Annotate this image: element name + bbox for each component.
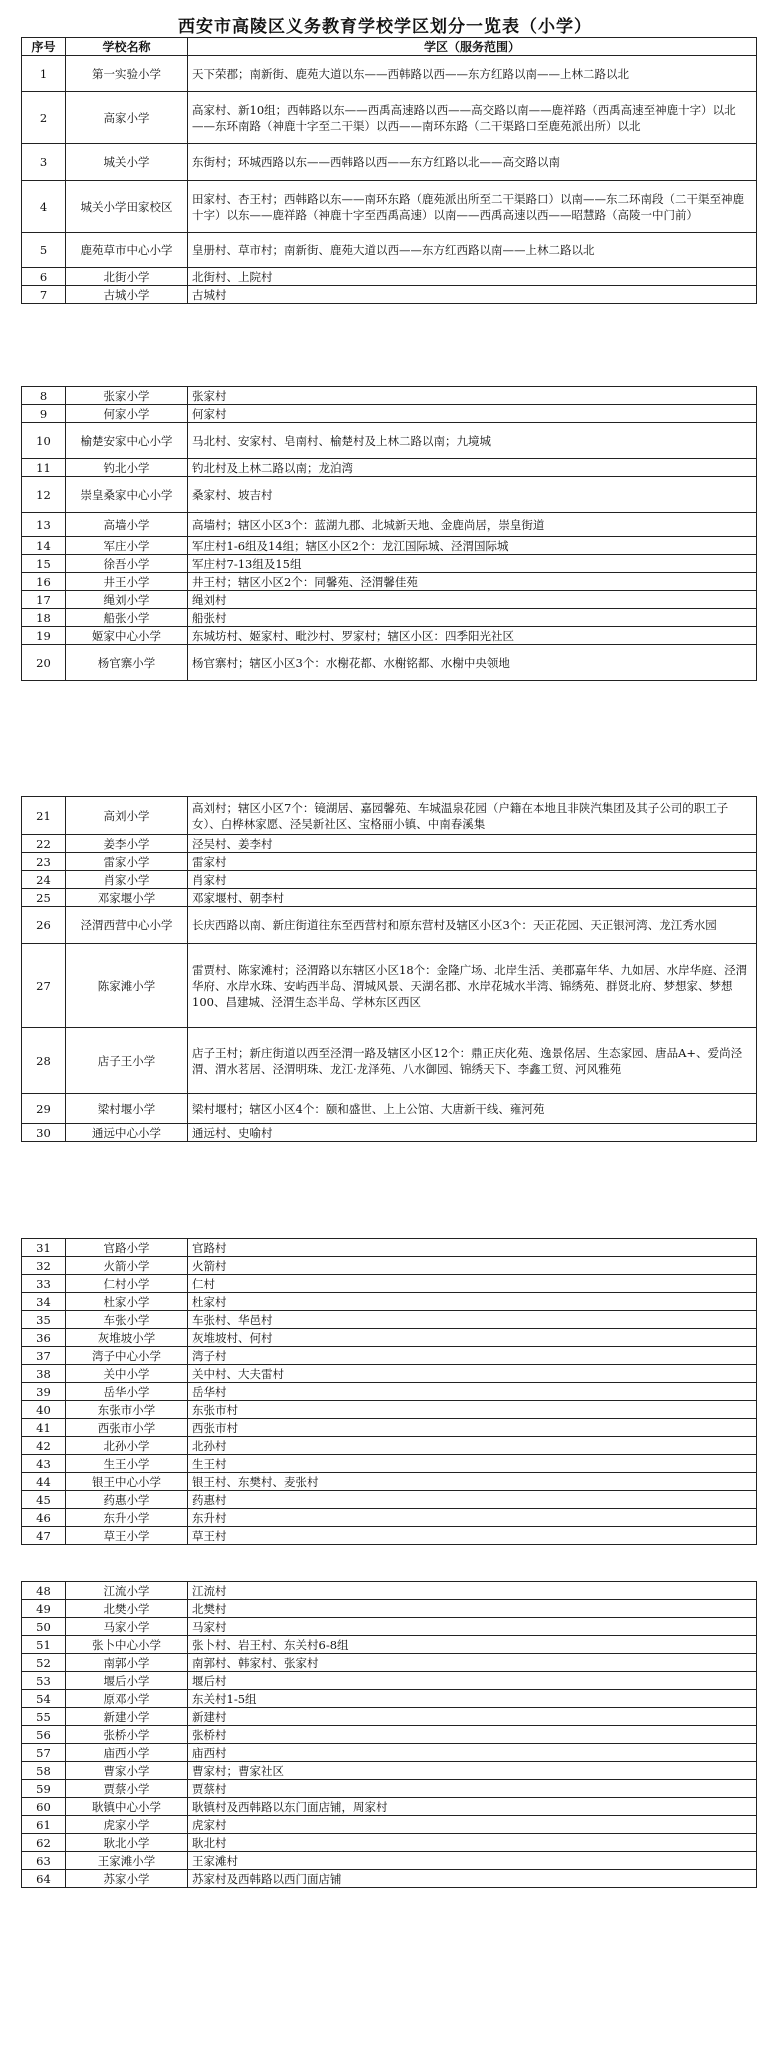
serial-number-cell: 64 — [22, 1870, 66, 1888]
school-name-cell: 岳华小学 — [66, 1383, 188, 1401]
service-area-cell: 王家滩村 — [188, 1852, 757, 1870]
table-row — [22, 1636, 757, 1654]
table-row — [22, 1582, 757, 1600]
table-row — [22, 1870, 757, 1888]
service-area-cell: 通远村、史喻村 — [188, 1124, 757, 1142]
service-area-cell: 仁村 — [188, 1275, 757, 1293]
serial-number-cell: 46 — [22, 1509, 66, 1527]
school-name-cell: 城关小学 — [66, 144, 188, 181]
service-area-cell: 高刘村；辖区小区7个：镜湖居、嘉园馨苑、车城温泉花园（户籍在本地且非陕汽集团及其子公司的职工子女）、白桦林家愿、泾吴新社区、宝格丽小镇、中南春溪集 — [188, 797, 757, 835]
table-row — [22, 1491, 757, 1509]
service-area-cell: 邓家堰村、朝李村 — [188, 889, 757, 907]
table-row — [22, 477, 757, 513]
table-row — [22, 797, 757, 835]
service-area-cell: 东街村；环城西路以东——西韩路以西——东方红路以北——高交路以南 — [188, 144, 757, 181]
table-row — [22, 1311, 757, 1329]
school-name-cell: 草王小学 — [66, 1527, 188, 1545]
service-area-cell: 肖家村 — [188, 871, 757, 889]
serial-number-cell: 22 — [22, 835, 66, 853]
table-row — [22, 1275, 757, 1293]
serial-number-cell: 32 — [22, 1257, 66, 1275]
serial-number-cell: 38 — [22, 1365, 66, 1383]
table-row — [22, 1852, 757, 1870]
service-area-cell: 岳华村 — [188, 1383, 757, 1401]
school-table-section-1 — [21, 37, 757, 304]
school-name-cell: 江流小学 — [66, 1582, 188, 1600]
table-header-row — [22, 38, 757, 56]
school-name-cell: 肖家小学 — [66, 871, 188, 889]
table-row — [22, 1455, 757, 1473]
school-name-cell: 耿镇中心小学 — [66, 1798, 188, 1816]
school-table-section-4 — [21, 1238, 757, 1545]
school-name-cell: 仁村小学 — [66, 1275, 188, 1293]
serial-number-cell: 51 — [22, 1636, 66, 1654]
school-name-cell: 第一实验小学 — [66, 56, 188, 92]
service-area-cell: 关中村、大夫雷村 — [188, 1365, 757, 1383]
header-district: 学区（服务范围） — [188, 38, 757, 56]
serial-number-cell: 23 — [22, 853, 66, 871]
serial-number-cell: 40 — [22, 1401, 66, 1419]
serial-number-cell: 37 — [22, 1347, 66, 1365]
serial-number-cell: 36 — [22, 1329, 66, 1347]
table-row — [22, 513, 757, 537]
school-name-cell: 南郭小学 — [66, 1654, 188, 1672]
serial-number-cell: 14 — [22, 537, 66, 555]
serial-number-cell: 16 — [22, 573, 66, 591]
school-name-cell: 张桥小学 — [66, 1726, 188, 1744]
school-name-cell: 高家小学 — [66, 92, 188, 144]
school-name-cell: 西张市小学 — [66, 1419, 188, 1437]
serial-number-cell: 8 — [22, 387, 66, 405]
service-area-cell: 东关村1-5组 — [188, 1690, 757, 1708]
service-area-cell: 曹家村；曹家社区 — [188, 1762, 757, 1780]
service-area-cell: 生王村 — [188, 1455, 757, 1473]
service-area-cell: 雷贾村、陈家滩村；泾渭路以东辖区小区18个：金隆广场、北岸生活、美郡嘉年华、九如居、水岸华庭、泾渭华府、水岸水珠、安屿西半岛、渭城风景、天湖名郡、水岸花城水半湾、锦绣苑、群贤北府、梦想家、梦想100、昌建城、泾渭生态半岛、学林东区西区 — [188, 944, 757, 1028]
page-title: 西安市高陵区义务教育学校学区划分一览表（小学） — [178, 17, 592, 37]
school-name-cell: 高墙小学 — [66, 513, 188, 537]
table-row — [22, 56, 757, 92]
table-row — [22, 1744, 757, 1762]
service-area-cell: 张家村 — [188, 387, 757, 405]
serial-number-cell: 6 — [22, 268, 66, 286]
service-area-cell: 田家村、杏王村；西韩路以东——南环东路（鹿苑派出所至二干渠路口）以南——东二环南段（二干渠至神鹿十字）以东——鹿祥路（神鹿十字至西禹高速）以南——西禹高速以西——昭慧路（高陵一中门前） — [188, 181, 757, 233]
service-area-cell: 北街村、上院村 — [188, 268, 757, 286]
school-name-cell: 船张小学 — [66, 609, 188, 627]
school-name-cell: 张卜中心小学 — [66, 1636, 188, 1654]
serial-number-cell: 35 — [22, 1311, 66, 1329]
table-row — [22, 1365, 757, 1383]
school-name-cell: 张家小学 — [66, 387, 188, 405]
serial-number-cell: 29 — [22, 1094, 66, 1124]
service-area-cell: 长庆西路以南、新庄街道往东至西营村和原东营村及辖区小区3个：天正花园、天正银河湾、龙江秀水园 — [188, 907, 757, 944]
service-area-cell: 张卜村、岩王村、东关村6-8组 — [188, 1636, 757, 1654]
serial-number-cell: 4 — [22, 181, 66, 233]
serial-number-cell: 56 — [22, 1726, 66, 1744]
table-row — [22, 591, 757, 609]
table-row — [22, 1257, 757, 1275]
table-row — [22, 1618, 757, 1636]
school-name-cell: 原邓小学 — [66, 1690, 188, 1708]
table-row — [22, 387, 757, 405]
table-row — [22, 1383, 757, 1401]
serial-number-cell: 39 — [22, 1383, 66, 1401]
school-name-cell: 崇皇桑家中心小学 — [66, 477, 188, 513]
table-row — [22, 944, 757, 1028]
table-row — [22, 627, 757, 645]
school-name-cell: 车张小学 — [66, 1311, 188, 1329]
table-row — [22, 459, 757, 477]
table-row — [22, 907, 757, 944]
table-row — [22, 1437, 757, 1455]
service-area-cell: 银王村、东樊村、麦张村 — [188, 1473, 757, 1491]
serial-number-cell: 33 — [22, 1275, 66, 1293]
service-area-cell: 井王村；辖区小区2个：同馨苑、泾渭馨佳苑 — [188, 573, 757, 591]
table-row — [22, 1347, 757, 1365]
serial-number-cell: 11 — [22, 459, 66, 477]
serial-number-cell: 53 — [22, 1672, 66, 1690]
service-area-cell: 钓北村及上林二路以南；龙泊湾 — [188, 459, 757, 477]
serial-number-cell: 12 — [22, 477, 66, 513]
school-name-cell: 何家小学 — [66, 405, 188, 423]
serial-number-cell: 28 — [22, 1028, 66, 1094]
school-name-cell: 邓家堰小学 — [66, 889, 188, 907]
school-name-cell: 虎家小学 — [66, 1816, 188, 1834]
table-row — [22, 1329, 757, 1347]
service-area-cell: 湾子村 — [188, 1347, 757, 1365]
table-row — [22, 537, 757, 555]
table-row — [22, 1401, 757, 1419]
serial-number-cell: 49 — [22, 1600, 66, 1618]
school-name-cell: 城关小学田家校区 — [66, 181, 188, 233]
service-area-cell: 西张市村 — [188, 1419, 757, 1437]
school-name-cell: 姜李小学 — [66, 835, 188, 853]
service-area-cell: 军庄村7-13组及15组 — [188, 555, 757, 573]
service-area-cell: 军庄村1-6组及14组；辖区小区2个：龙江国际城、泾渭国际城 — [188, 537, 757, 555]
service-area-cell: 草王村 — [188, 1527, 757, 1545]
table-row — [22, 1094, 757, 1124]
service-area-cell: 绳刘村 — [188, 591, 757, 609]
service-area-cell: 皇册村、草市村；南新街、鹿苑大道以西——东方红西路以南——上林二路以北 — [188, 233, 757, 268]
table-row — [22, 1672, 757, 1690]
table-row — [22, 555, 757, 573]
school-name-cell: 泾渭西营中心小学 — [66, 907, 188, 944]
table-row — [22, 92, 757, 144]
service-area-cell: 火箭村 — [188, 1257, 757, 1275]
school-name-cell: 贾蔡小学 — [66, 1780, 188, 1798]
service-area-cell: 南郭村、韩家村、张家村 — [188, 1654, 757, 1672]
table-row — [22, 1762, 757, 1780]
service-area-cell: 泾吴村、姜李村 — [188, 835, 757, 853]
table-row — [22, 1600, 757, 1618]
service-area-cell: 梁村堰村；辖区小区4个：颐和盛世、上上公馆、大唐新干线、雍河苑 — [188, 1094, 757, 1124]
school-name-cell: 雷家小学 — [66, 853, 188, 871]
serial-number-cell: 9 — [22, 405, 66, 423]
school-name-cell: 徐吾小学 — [66, 555, 188, 573]
school-table-section-5 — [21, 1581, 757, 1888]
table-row — [22, 1293, 757, 1311]
school-name-cell: 东升小学 — [66, 1509, 188, 1527]
service-area-cell: 新建村 — [188, 1708, 757, 1726]
school-name-cell: 官路小学 — [66, 1239, 188, 1257]
service-area-cell: 北樊村 — [188, 1600, 757, 1618]
school-name-cell: 马家小学 — [66, 1618, 188, 1636]
serial-number-cell: 27 — [22, 944, 66, 1028]
table-row — [22, 609, 757, 627]
school-name-cell: 绳刘小学 — [66, 591, 188, 609]
school-name-cell: 灰堆坡小学 — [66, 1329, 188, 1347]
service-area-cell: 车张村、华邑村 — [188, 1311, 757, 1329]
serial-number-cell: 24 — [22, 871, 66, 889]
service-area-cell: 古城村 — [188, 286, 757, 304]
service-area-cell: 雷家村 — [188, 853, 757, 871]
school-name-cell: 杜家小学 — [66, 1293, 188, 1311]
table-row — [22, 889, 757, 907]
school-name-cell: 高刘小学 — [66, 797, 188, 835]
table-row — [22, 1124, 757, 1142]
school-name-cell: 苏家小学 — [66, 1870, 188, 1888]
service-area-cell: 江流村 — [188, 1582, 757, 1600]
service-area-cell: 杨官寨村；辖区小区3个：水榭花都、水榭铭都、水榭中央领地 — [188, 645, 757, 681]
table-row — [22, 1654, 757, 1672]
school-name-cell: 银王中心小学 — [66, 1473, 188, 1491]
serial-number-cell: 62 — [22, 1834, 66, 1852]
serial-number-cell: 10 — [22, 423, 66, 459]
school-name-cell: 榆楚安家中心小学 — [66, 423, 188, 459]
serial-number-cell: 52 — [22, 1654, 66, 1672]
serial-number-cell: 2 — [22, 92, 66, 144]
school-name-cell: 北樊小学 — [66, 1600, 188, 1618]
service-area-cell: 店子王村；新庄街道以西至泾渭一路及辖区小区12个：鼎正庆化苑、逸景佲居、生态家园、唐品A+、爱尚泾渭、渭水茗居、泾渭明珠、龙江·龙泽苑、八水御园、锦绣天下、李鑫工贸、河风雅苑 — [188, 1028, 757, 1094]
serial-number-cell: 15 — [22, 555, 66, 573]
school-name-cell: 古城小学 — [66, 286, 188, 304]
school-name-cell: 曹家小学 — [66, 1762, 188, 1780]
school-name-cell: 新建小学 — [66, 1708, 188, 1726]
service-area-cell: 灰堆坡村、何村 — [188, 1329, 757, 1347]
serial-number-cell: 25 — [22, 889, 66, 907]
school-name-cell: 北孙小学 — [66, 1437, 188, 1455]
school-name-cell: 军庄小学 — [66, 537, 188, 555]
school-name-cell: 杨官寨小学 — [66, 645, 188, 681]
table-row — [22, 1816, 757, 1834]
serial-number-cell: 34 — [22, 1293, 66, 1311]
school-name-cell: 陈家滩小学 — [66, 944, 188, 1028]
service-area-cell: 苏家村及西韩路以西门面店铺 — [188, 1870, 757, 1888]
service-area-cell: 马北村、安家村、皂南村、榆楚村及上林二路以南；九境城 — [188, 423, 757, 459]
serial-number-cell: 60 — [22, 1798, 66, 1816]
table-row — [22, 645, 757, 681]
service-area-cell: 马家村 — [188, 1618, 757, 1636]
table-row — [22, 1834, 757, 1852]
school-name-cell: 店子王小学 — [66, 1028, 188, 1094]
school-name-cell: 井王小学 — [66, 573, 188, 591]
service-area-cell: 耿镇村及西韩路以东门面店铺，周家村 — [188, 1798, 757, 1816]
table-row — [22, 1726, 757, 1744]
serial-number-cell: 31 — [22, 1239, 66, 1257]
serial-number-cell: 63 — [22, 1852, 66, 1870]
table-row — [22, 835, 757, 853]
service-area-cell: 桑家村、坡吉村 — [188, 477, 757, 513]
school-name-cell: 湾子中心小学 — [66, 1347, 188, 1365]
table-row — [22, 1527, 757, 1545]
table-row — [22, 1708, 757, 1726]
serial-number-cell: 13 — [22, 513, 66, 537]
serial-number-cell: 5 — [22, 233, 66, 268]
school-name-cell: 北街小学 — [66, 268, 188, 286]
serial-number-cell: 3 — [22, 144, 66, 181]
serial-number-cell: 44 — [22, 1473, 66, 1491]
header-school-name: 学校名称 — [66, 38, 188, 56]
table-row — [22, 871, 757, 889]
school-name-cell: 东张市小学 — [66, 1401, 188, 1419]
table-row — [22, 1419, 757, 1437]
table-row — [22, 1798, 757, 1816]
service-area-cell: 贾蔡村 — [188, 1780, 757, 1798]
serial-number-cell: 1 — [22, 56, 66, 92]
school-name-cell: 王家滩小学 — [66, 1852, 188, 1870]
header-serial: 序号 — [22, 38, 66, 56]
school-name-cell: 堰后小学 — [66, 1672, 188, 1690]
service-area-cell: 张桥村 — [188, 1726, 757, 1744]
table-row — [22, 1473, 757, 1491]
table-row — [22, 1028, 757, 1094]
service-area-cell: 庙西村 — [188, 1744, 757, 1762]
serial-number-cell: 42 — [22, 1437, 66, 1455]
service-area-cell: 东张市村 — [188, 1401, 757, 1419]
serial-number-cell: 57 — [22, 1744, 66, 1762]
school-name-cell: 通远中心小学 — [66, 1124, 188, 1142]
table-row — [22, 144, 757, 181]
serial-number-cell: 47 — [22, 1527, 66, 1545]
school-table-section-2 — [21, 386, 757, 681]
service-area-cell: 虎家村 — [188, 1816, 757, 1834]
serial-number-cell: 43 — [22, 1455, 66, 1473]
service-area-cell: 北孙村 — [188, 1437, 757, 1455]
service-area-cell: 天下荣郡；南新街、鹿苑大道以东——西韩路以西——东方红路以南——上林二路以北 — [188, 56, 757, 92]
school-name-cell: 梁村堰小学 — [66, 1094, 188, 1124]
service-area-cell: 药惠村 — [188, 1491, 757, 1509]
table-row — [22, 1780, 757, 1798]
school-name-cell: 钓北小学 — [66, 459, 188, 477]
serial-number-cell: 48 — [22, 1582, 66, 1600]
service-area-cell: 船张村 — [188, 609, 757, 627]
serial-number-cell: 45 — [22, 1491, 66, 1509]
serial-number-cell: 30 — [22, 1124, 66, 1142]
service-area-cell: 耿北村 — [188, 1834, 757, 1852]
service-area-cell: 东城坊村、姬家村、毗沙村、罗家村；辖区小区：四季阳光社区 — [188, 627, 757, 645]
serial-number-cell: 58 — [22, 1762, 66, 1780]
table-row — [22, 286, 757, 304]
table-row — [22, 1509, 757, 1527]
serial-number-cell: 26 — [22, 907, 66, 944]
table-row — [22, 181, 757, 233]
school-name-cell: 鹿苑草市中心小学 — [66, 233, 188, 268]
school-name-cell: 庙西小学 — [66, 1744, 188, 1762]
school-table-section-3 — [21, 796, 757, 1142]
serial-number-cell: 20 — [22, 645, 66, 681]
table-row — [22, 423, 757, 459]
school-name-cell: 关中小学 — [66, 1365, 188, 1383]
service-area-cell: 高家村、新10组；西韩路以东——西禹高速路以西——高交路以南——鹿祥路（西禹高速至神鹿十字）以北——东环南路（神鹿十字至二干渠）以西——南环东路（二干渠路口至鹿苑派出所）以北 — [188, 92, 757, 144]
service-area-cell: 堰后村 — [188, 1672, 757, 1690]
serial-number-cell: 50 — [22, 1618, 66, 1636]
table-row — [22, 1239, 757, 1257]
serial-number-cell: 41 — [22, 1419, 66, 1437]
table-row — [22, 1690, 757, 1708]
serial-number-cell: 61 — [22, 1816, 66, 1834]
service-area-cell: 杜家村 — [188, 1293, 757, 1311]
school-name-cell: 火箭小学 — [66, 1257, 188, 1275]
service-area-cell: 高墙村；辖区小区3个：蓝湖九郡、北城新天地、金鹿尚居，崇皇街道 — [188, 513, 757, 537]
table-row — [22, 853, 757, 871]
serial-number-cell: 19 — [22, 627, 66, 645]
serial-number-cell: 21 — [22, 797, 66, 835]
serial-number-cell: 17 — [22, 591, 66, 609]
service-area-cell: 东升村 — [188, 1509, 757, 1527]
table-row — [22, 405, 757, 423]
table-row — [22, 233, 757, 268]
table-row — [22, 268, 757, 286]
serial-number-cell: 59 — [22, 1780, 66, 1798]
serial-number-cell: 18 — [22, 609, 66, 627]
service-area-cell: 何家村 — [188, 405, 757, 423]
serial-number-cell: 54 — [22, 1690, 66, 1708]
school-name-cell: 耿北小学 — [66, 1834, 188, 1852]
school-name-cell: 药惠小学 — [66, 1491, 188, 1509]
table-row — [22, 573, 757, 591]
school-name-cell: 生王小学 — [66, 1455, 188, 1473]
serial-number-cell: 7 — [22, 286, 66, 304]
serial-number-cell: 55 — [22, 1708, 66, 1726]
service-area-cell: 官路村 — [188, 1239, 757, 1257]
school-name-cell: 姬家中心小学 — [66, 627, 188, 645]
